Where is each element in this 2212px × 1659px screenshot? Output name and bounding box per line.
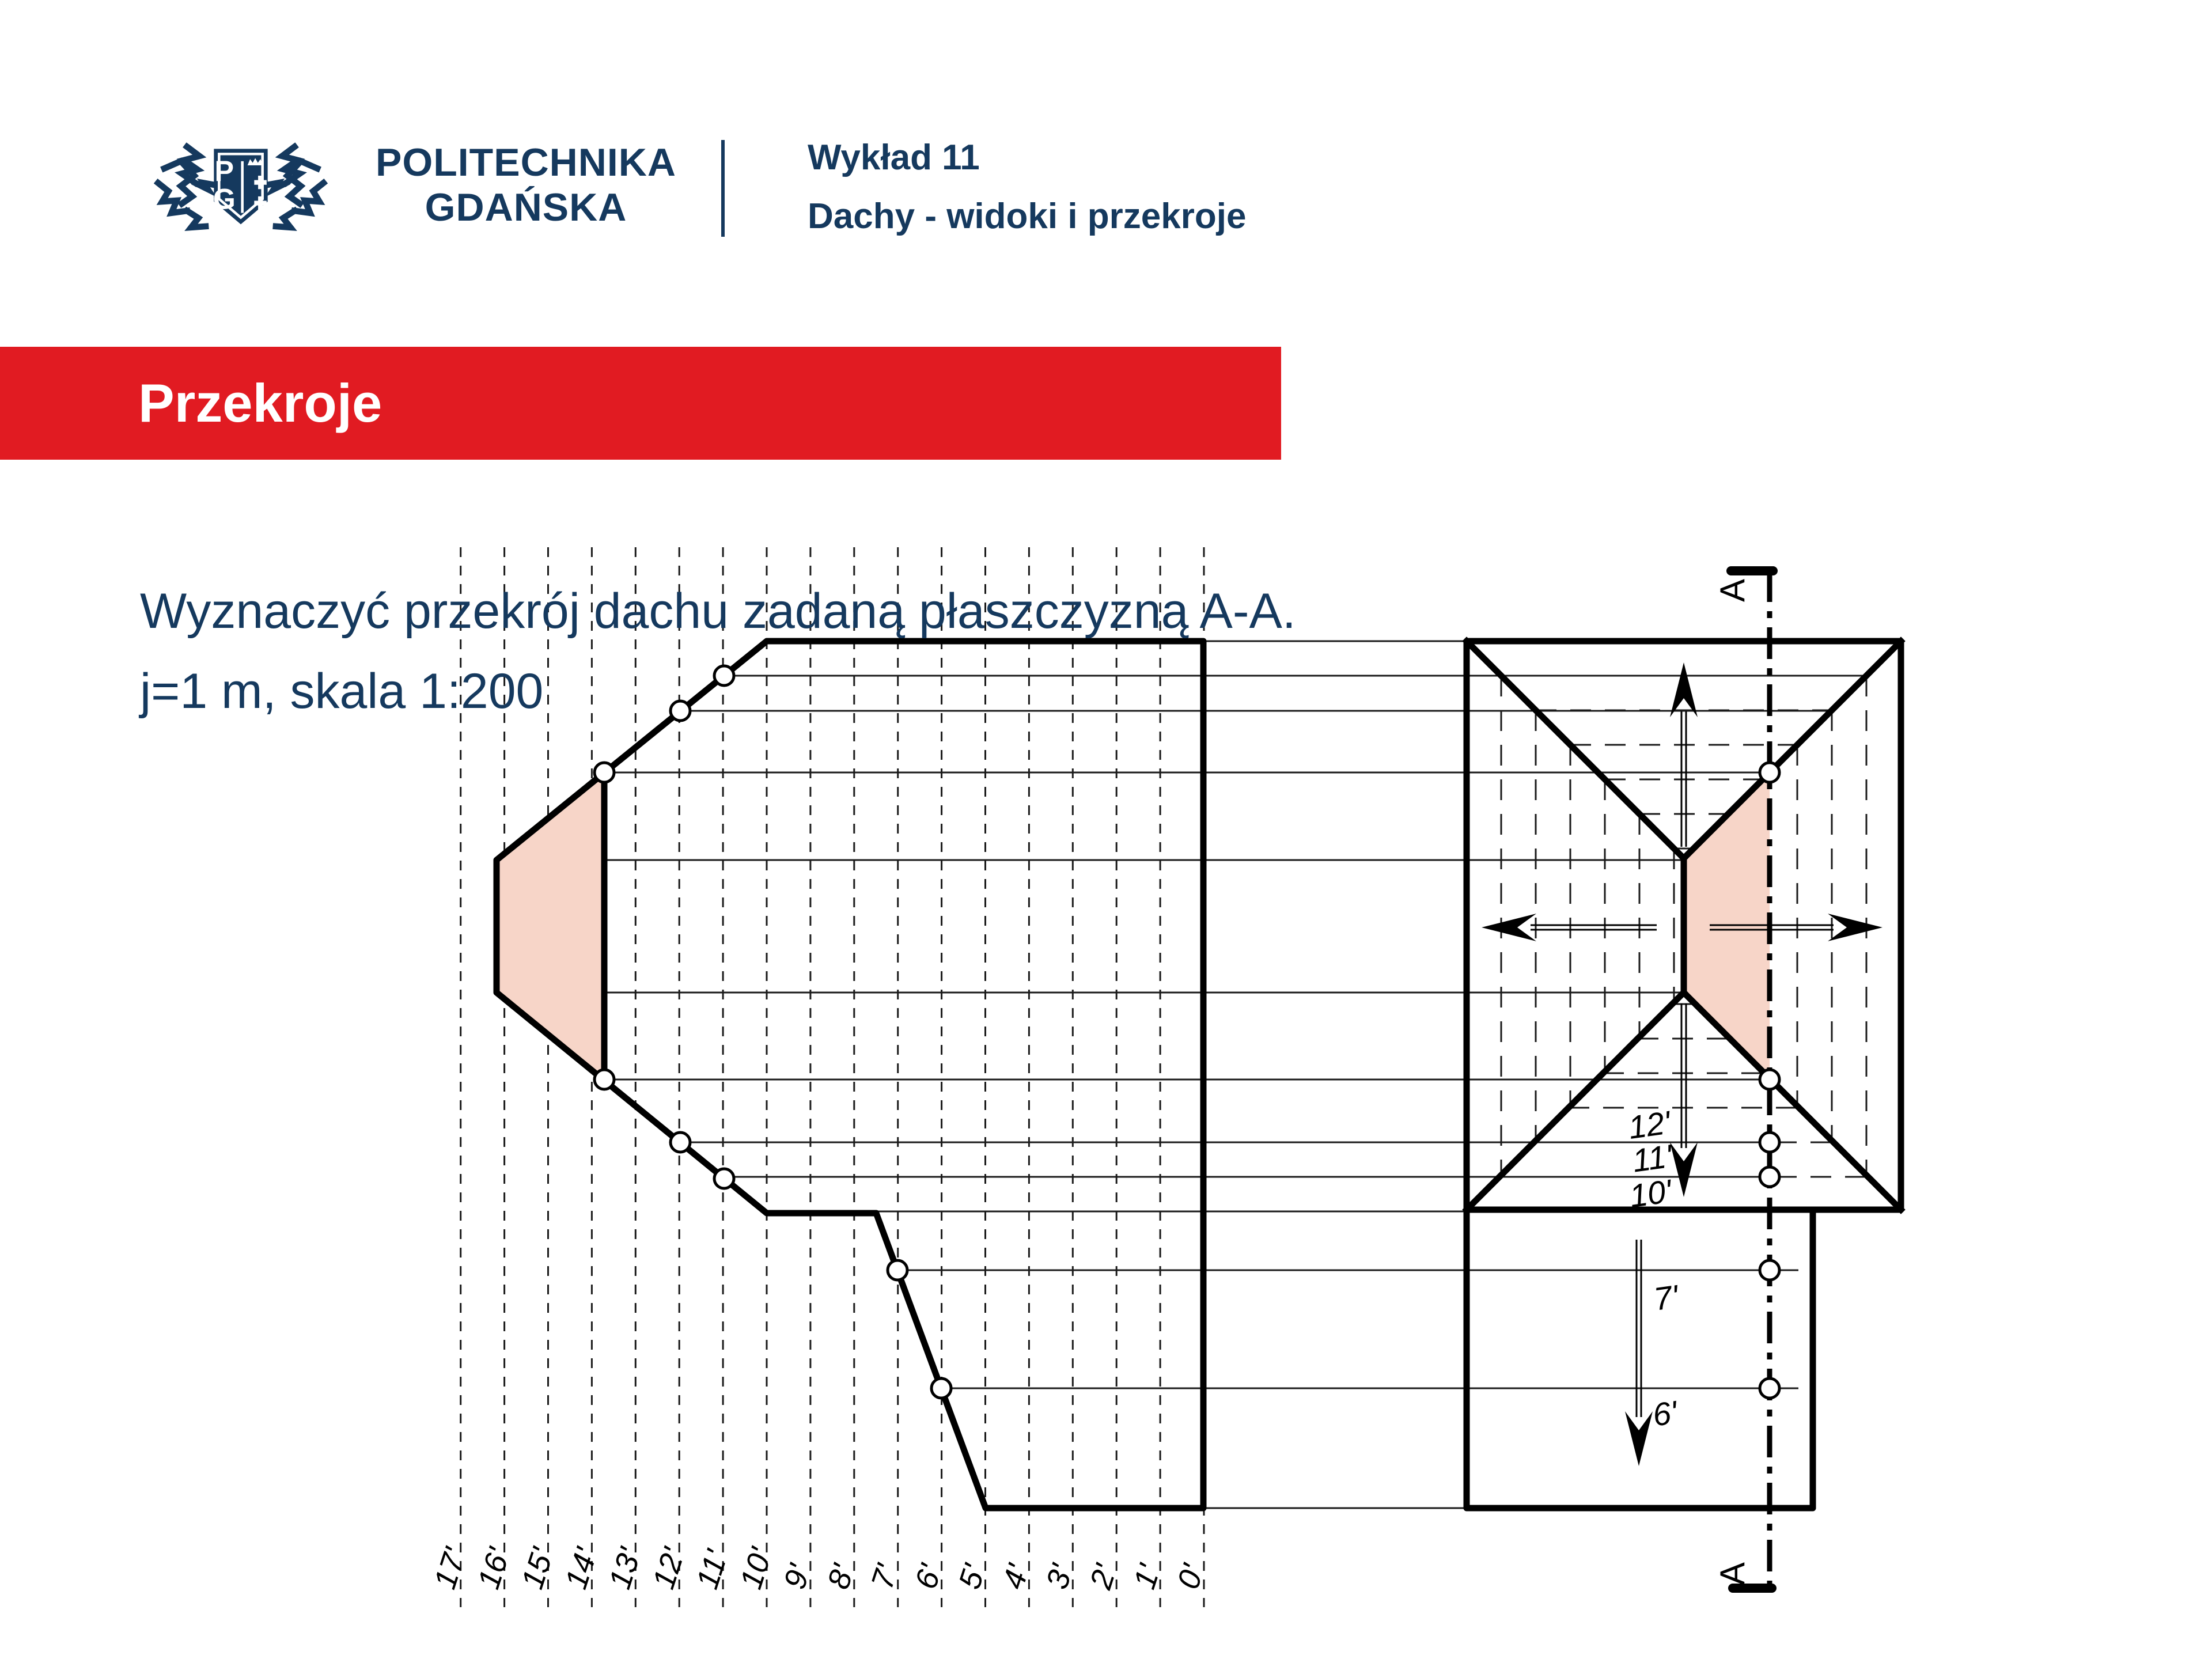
slope-arrows xyxy=(1482,662,1883,1466)
hip-line xyxy=(1467,641,1684,858)
node-circle xyxy=(1760,1167,1779,1187)
arrow-head xyxy=(1482,914,1536,941)
level-label: 6' xyxy=(1650,1393,1680,1433)
slope-arrow xyxy=(1670,662,1698,847)
grid-label: 10' xyxy=(733,1544,779,1593)
lecture-title: Dachy - widoki i przekroje xyxy=(808,196,1247,236)
grid-label: 6' xyxy=(908,1560,949,1593)
node-circle xyxy=(931,1378,951,1398)
grid-label: 7' xyxy=(865,1560,905,1593)
level-label: 11' xyxy=(1630,1137,1675,1179)
task-line1: Wyznaczyć przekrój dachu zadaną płaszczyzną A-A. xyxy=(140,584,1296,639)
lecture-header xyxy=(808,140,1246,234)
university-name xyxy=(362,140,690,230)
level-label: 7' xyxy=(1652,1278,1681,1317)
grid-label: 8' xyxy=(821,1560,861,1593)
node-circle xyxy=(888,1260,907,1280)
node-circle xyxy=(594,1070,614,1089)
section-banner xyxy=(0,347,1281,460)
outlines xyxy=(497,641,1901,1508)
pg-logo xyxy=(137,135,344,236)
arrow-head xyxy=(1670,1142,1698,1197)
level-label: 12' xyxy=(1626,1104,1673,1146)
griffin-left-icon xyxy=(158,147,215,228)
logo-letter-p: P xyxy=(214,154,234,187)
node-circle xyxy=(1760,763,1779,782)
grid-label: 4' xyxy=(995,1560,1036,1593)
task-line2: j=1 m, skala 1:200 xyxy=(140,664,544,719)
node-circle xyxy=(1760,1070,1779,1089)
arrow-head xyxy=(1670,662,1698,717)
level-label: 10' xyxy=(1627,1172,1674,1214)
grid-label: 0' xyxy=(1171,1560,1211,1593)
grid-label: 16' xyxy=(471,1544,517,1593)
brand-line1: POLITECHNIKA xyxy=(376,141,676,184)
slope-arrow xyxy=(1482,914,1657,941)
node-circle xyxy=(1760,1378,1779,1398)
grid-label: 15' xyxy=(514,1544,560,1593)
grid-label: 3' xyxy=(1039,1560,1080,1593)
reference-lines xyxy=(497,641,1866,1508)
brand-line2: GDAŃSKA xyxy=(425,185,627,230)
grid-label: 2' xyxy=(1083,1560,1124,1593)
banner-title: Przekroje xyxy=(138,373,382,433)
grid-label: 1' xyxy=(1127,1560,1167,1593)
shield-icon xyxy=(213,149,268,224)
grid-label: 13' xyxy=(602,1544,648,1593)
logo-letter-g: G xyxy=(213,183,236,215)
node-circle xyxy=(1760,1260,1779,1280)
plan-lower-rect xyxy=(1467,1210,1813,1508)
node-circle xyxy=(714,1169,734,1188)
hip-line xyxy=(1684,641,1901,858)
grid-label: 11' xyxy=(690,1546,735,1593)
section-letter: A xyxy=(1713,1562,1752,1586)
node-circle xyxy=(594,763,614,782)
grid-label: 9' xyxy=(777,1560,817,1593)
node-circle xyxy=(1760,1132,1779,1152)
grid-label: 5' xyxy=(952,1560,993,1593)
arrow-head xyxy=(1828,914,1883,941)
grid-label: 17' xyxy=(427,1544,473,1593)
arrow-head xyxy=(1625,1411,1653,1466)
node-circle xyxy=(671,1132,690,1152)
grid-label: 12' xyxy=(646,1544,692,1593)
grid-label: 14' xyxy=(558,1544,604,1593)
slope-arrow xyxy=(1670,1003,1698,1197)
lecture-number: Wykład 11 xyxy=(808,138,980,177)
slope-arrow xyxy=(1625,1240,1653,1466)
griffin-right-icon xyxy=(267,147,324,228)
task-text xyxy=(140,571,1296,732)
section-letter: A xyxy=(1713,578,1752,603)
